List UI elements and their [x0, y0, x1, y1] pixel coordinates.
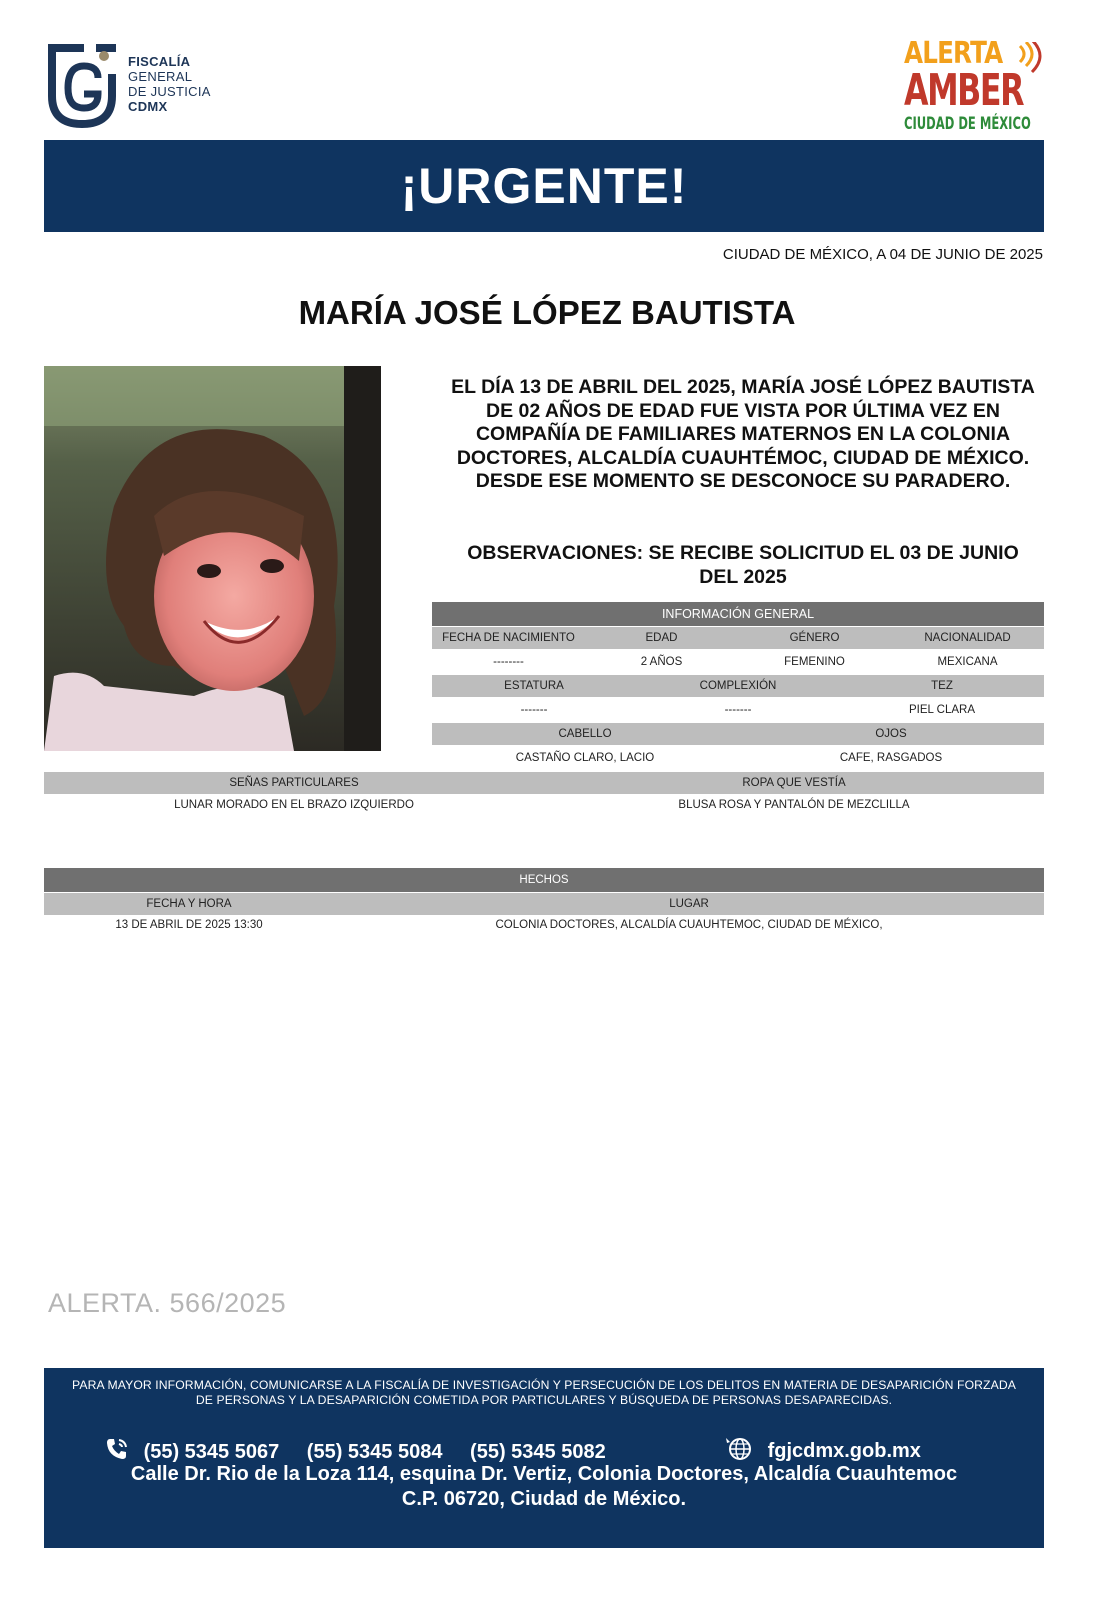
header-eyes: OJOS [875, 728, 907, 740]
issue-date: CIUDAD DE MÉXICO, A 04 DE JUNIO DE 2025 [722, 246, 1043, 263]
phone-3[interactable]: (55) 5345 5082 [470, 1441, 606, 1463]
header-clothing: ROPA QUE VESTÍA [742, 777, 846, 789]
value-build: ------- [724, 704, 752, 716]
website [724, 1436, 921, 1463]
header-gender: GÉNERO [789, 632, 840, 644]
signal-waves-icon [1016, 42, 1046, 82]
info-value-row-3 [432, 746, 1044, 770]
header-birthdate: FECHA DE NACIMIENTO [442, 632, 575, 644]
value-gender: FEMENINO [784, 656, 845, 668]
value-place: COLONIA DOCTORES, ALCALDÍA CUAUHTEMOC, CIUDAD DE MÉXICO, [495, 919, 883, 931]
value-complexion: PIEL CLARA [908, 704, 976, 716]
globe-icon [724, 1436, 754, 1462]
header-height: ESTATURA [504, 680, 564, 692]
missing-person-name: MARÍA JOSÉ LÓPEZ BAUTISTA [298, 294, 796, 331]
value-birthdate: -------- [493, 656, 524, 668]
facts-value-row [44, 915, 1044, 935]
amber-alert-logo [904, 38, 1044, 134]
value-age: 2 AÑOS [640, 656, 683, 668]
marks-header-row [44, 772, 1044, 794]
amber-alerta-text: ALERTA [904, 36, 1003, 71]
facts-title-row [44, 868, 1044, 892]
value-nationality: MEXICANA [937, 656, 998, 668]
value-date-time: 13 DE ABRIL DE 2025 13:30 [115, 919, 263, 931]
info-header-row-3 [432, 723, 1044, 745]
phone-2[interactable]: (55) 5345 5084 [306, 1441, 443, 1463]
amber-amber-text: AMBER [904, 65, 1024, 116]
header-nationality: NACIONALIDAD [924, 632, 1011, 644]
info-value-row-1 [432, 650, 1044, 674]
value-clothing: BLUSA ROSA Y PANTALÓN DE MEZCLILLA [678, 799, 910, 811]
address-line-2: C.P. 06720, Ciudad de México. [401, 1488, 687, 1510]
header-place: LUGAR [669, 898, 709, 910]
header-complexion: TEZ [931, 680, 953, 692]
fgj-line-3: DE JUSTICIA [128, 84, 211, 99]
fgj-line-2: GENERAL [128, 69, 193, 84]
info-title-row [432, 602, 1044, 626]
value-distinguishing-marks: LUNAR MORADO EN EL BRAZO IZQUIERDO [174, 799, 414, 811]
value-hair: CASTAÑO CLARO, LACIO [515, 752, 655, 764]
info-title: INFORMACIÓN GENERAL [661, 607, 815, 621]
header-age: EDAD [645, 632, 678, 644]
header-distinguishing-marks: SEÑAS PARTICULARES [229, 777, 359, 789]
fgj-line-4: CDMX [128, 99, 168, 114]
fgj-name [128, 54, 211, 114]
urgent-banner: ¡URGENTE! [44, 140, 1044, 232]
fgj-logo [44, 44, 224, 130]
header-date-time: FECHA Y HORA [146, 898, 232, 910]
fgj-emblem-icon [44, 44, 120, 128]
info-header-row-2 [432, 675, 1044, 697]
phone-icon [104, 1436, 130, 1462]
address [44, 1462, 1044, 1512]
contact-footer [44, 1368, 1044, 1548]
alert-number: ALERTA. 566/2025 [48, 1288, 287, 1318]
observations: OBSERVACIONES: SE RECIBE SOLICITUD EL 03 DE JUNIO DEL 2025 [467, 542, 1019, 588]
info-value-row-2 [432, 698, 1044, 722]
facts-title: HECHOS [519, 874, 569, 886]
fgj-line-1: FISCALÍA [128, 54, 191, 69]
amber-city-text: CIUDAD DE MÉXICO [904, 114, 1031, 134]
marks-value-row [44, 795, 1044, 815]
footer-note: PARA MAYOR INFORMACIÓN, COMUNICARSE A LA FISCALÍA DE INVESTIGACIÓN Y PERSECUCIÓN DE LOS DELITOS EN MATERIA DE DESAPARICIÓN FORZADA DE PERSONAS Y LA DESAPARICIÓN COMETIDA POR PARTICULARES Y BÚSQUEDA DE PERSONAS DESAPARECIDAS. [72, 1378, 1016, 1407]
header-hair: CABELLO [558, 728, 612, 740]
value-height: ------- [520, 704, 548, 716]
phone-numbers [104, 1436, 628, 1464]
info-header-row-1 [432, 627, 1044, 649]
value-eyes: CAFE, RASGADOS [839, 752, 943, 764]
header-build: COMPLEXIÓN [699, 680, 777, 692]
phone-1[interactable]: (55) 5345 5067 [143, 1441, 280, 1463]
facts-header-row [44, 893, 1044, 915]
missing-person-photo [44, 366, 381, 751]
address-line-1: Calle Dr. Rio de la Loza 114, esquina Dr. Vertiz, Colonia Doctores, Alcaldía Cuauhtemoc [130, 1463, 958, 1485]
case-description: EL DÍA 13 DE ABRIL DEL 2025, MARÍA JOSÉ LÓPEZ BAUTISTA DE 02 AÑOS DE EDAD FUE VISTA POR ÚLTIMA VEZ EN COMPAÑÍA DE FAMILIARES MATERNOS EN LA COLONIA DOCTORES, ALCALDÍA CUAUHTÉMOC, CIUDAD DE MÉXICO. DESDE ESE MOMENTO SE DESCONOCE SU PARADERO. [451, 376, 1035, 492]
website-link[interactable]: fgjcdmx.gob.mx [767, 1440, 921, 1462]
